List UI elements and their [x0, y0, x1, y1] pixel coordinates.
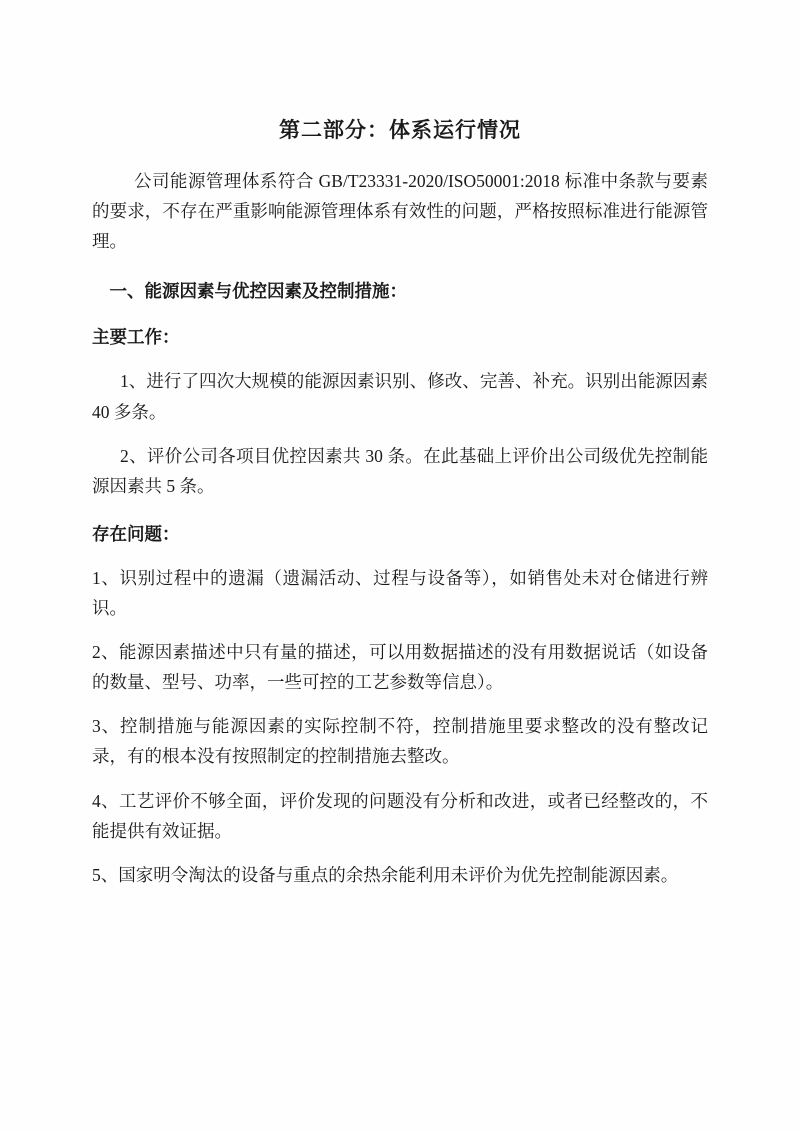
- problem-item-5: 5、国家明令淘汰的设备与重点的余热余能利用未评价为优先控制能源因素。: [92, 864, 679, 885]
- main-work-item-2: 2、评价公司各项目优控因素共 30 条。在此基础上评价出公司级优先控制能源因素共 5 条。: [92, 445, 708, 496]
- problem-item-2: 2、能源因素描述中只有量的描述，可以用数据描述的没有用数据说话（如设备的数量、型号、功率，一些可控的工艺参数等信息）。: [92, 642, 708, 693]
- subheading-main-work: 主要工作：: [92, 327, 180, 348]
- subheading-problems: 存在问题：: [92, 523, 180, 544]
- problem-item-4: 4、工艺评价不够全面，评价发现的问题没有分析和改进，或者已经整改的，不能提供有效证据。: [92, 790, 708, 841]
- problem-item-3: 3、控制措施与能源因素的实际控制不符，控制措施里要求整改的没有整改记录，有的根本没有按照制定的控制措施去整改。: [92, 716, 708, 767]
- page-title: 第二部分：体系运行情况: [279, 119, 521, 142]
- section-heading-energy-factors: 一、能源因素与优控因素及控制措施：: [109, 281, 407, 302]
- intro-paragraph: 公司能源管理体系符合 GB/T23331-2020/ISO50001:2018 标准中条款与要素的要求，不存在严重影响能源管理体系有效性的问题，严格按照标准进行能源管理。: [92, 171, 708, 252]
- main-work-item-1: 1、进行了四次大规模的能源因素识别、修改、完善、补充。识别出能源因素 40 多条。: [92, 371, 708, 422]
- problem-item-1: 1、识别过程中的遗漏（遗漏活动、过程与设备等），如销售处未对仓储进行辨识。: [92, 567, 708, 619]
